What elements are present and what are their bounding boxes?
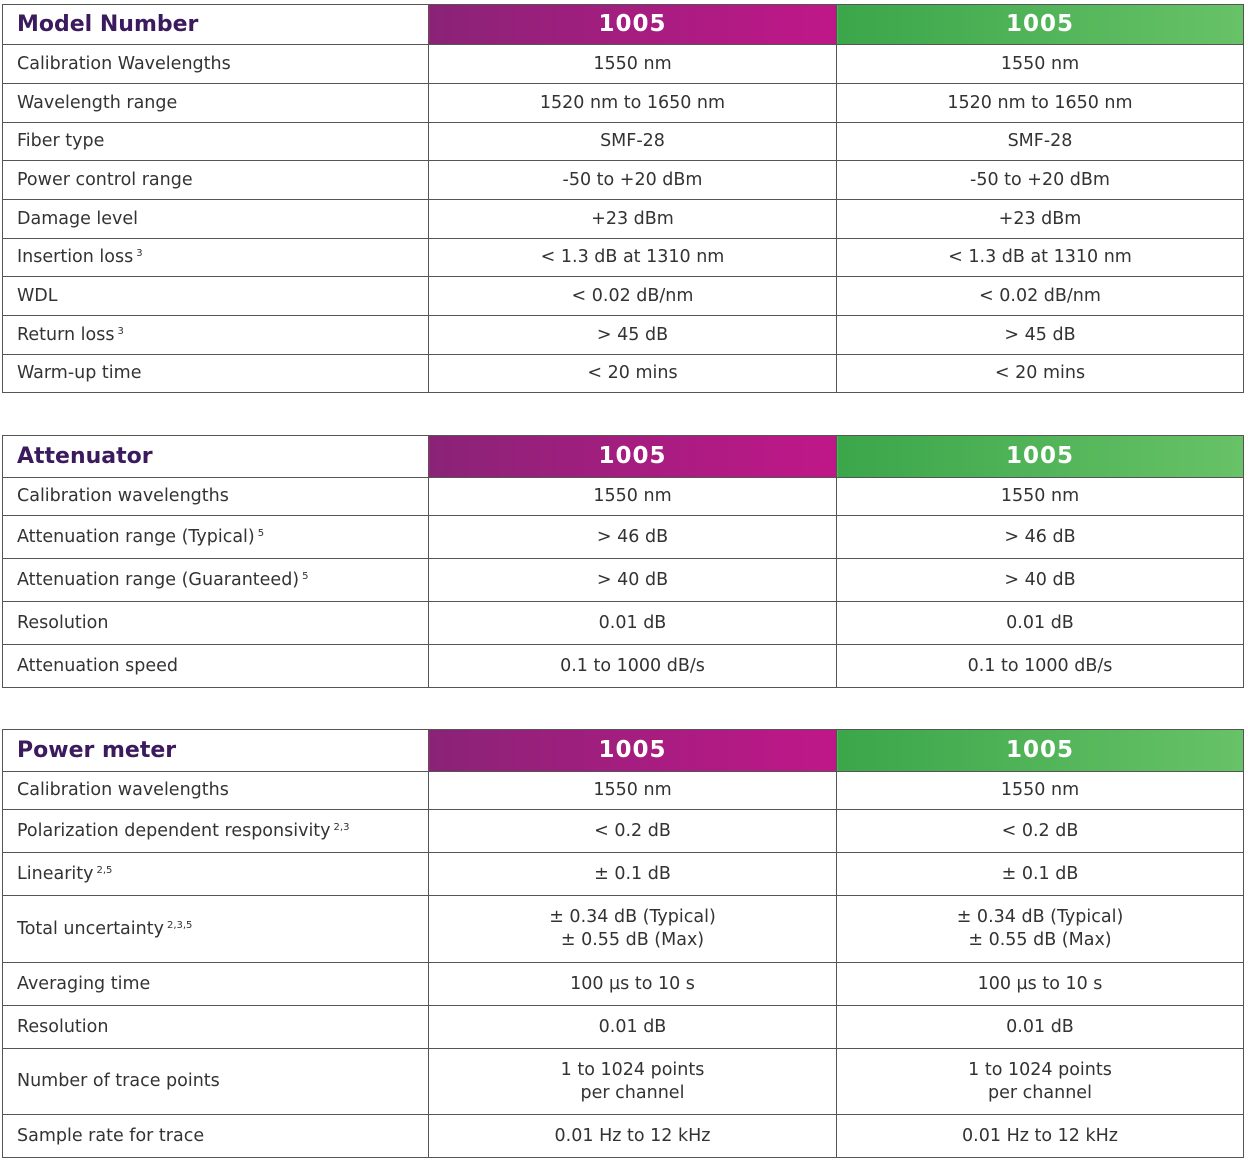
spec-value-cell — [429, 963, 837, 1006]
spec-value: < 0.02 dB/nm — [571, 285, 694, 306]
spec-value-cell — [837, 478, 1244, 516]
spec-label: Calibration Wavelengths — [17, 53, 231, 74]
table-row — [3, 277, 1244, 316]
spec-value: per channel — [580, 1082, 685, 1103]
spec-label: Resolution — [17, 612, 109, 633]
spec-value: > 45 dB — [596, 324, 669, 345]
table-header-row — [3, 5, 1244, 45]
spec-value: < 20 mins — [994, 363, 1086, 383]
spec-value: < 0.02 dB/nm — [979, 285, 1101, 306]
spec-value-cell — [837, 602, 1244, 645]
model-header-green: 1005 — [837, 5, 1244, 45]
spec-value: +23 dBm — [998, 208, 1082, 229]
spec-label-cell — [3, 478, 429, 516]
spec-label-cell — [3, 316, 429, 355]
table-header-row — [3, 436, 1244, 478]
spec-value-cell — [429, 896, 837, 963]
spec-label-cell — [3, 516, 429, 559]
spec-value: < 0.2 dB — [594, 820, 671, 841]
spec-value-cell — [837, 316, 1244, 355]
spec-label-cell — [3, 772, 429, 810]
spec-value-cell — [837, 123, 1244, 161]
model-header-purple: 1005 — [429, 730, 837, 772]
spec-value-cell — [837, 853, 1244, 896]
spec-value: < 1.3 dB at 1310 nm — [948, 247, 1132, 267]
spec-label-cell — [3, 277, 429, 316]
spec-value: 1550 nm — [1000, 780, 1080, 800]
table-row — [3, 161, 1244, 200]
spec-label: Damage level — [17, 208, 139, 229]
spec-value: 1520 nm to 1650 nm — [947, 92, 1133, 113]
spec-value: < 0.2 dB — [1001, 820, 1079, 841]
table-row — [3, 963, 1244, 1006]
spec-label-cell — [3, 355, 429, 393]
spec-value: -50 to +20 dBm — [562, 169, 703, 190]
model-header-green: 1005 — [837, 730, 1244, 772]
spec-label-cell — [3, 963, 429, 1006]
footnote-ref: 5 — [302, 570, 309, 582]
spec-value-cell — [837, 200, 1244, 239]
spec-label-cell — [3, 1049, 429, 1115]
spec-value-cell — [837, 516, 1244, 559]
spec-value: 1 to 1024 points — [560, 1059, 705, 1080]
table-row — [3, 1006, 1244, 1049]
spec-label: Total uncertainty — [17, 918, 164, 939]
spec-value-cell — [837, 45, 1244, 84]
spec-value: 1550 nm — [593, 486, 672, 506]
spec-value: 0.01 Hz to 12 kHz — [554, 1125, 711, 1146]
table-row — [3, 316, 1244, 355]
spec-label: Resolution — [17, 1016, 109, 1037]
table-row — [3, 853, 1244, 896]
spec-value-cell — [837, 277, 1244, 316]
spec-label: Wavelength range — [17, 92, 178, 113]
spec-label-cell — [3, 45, 429, 84]
spec-label-cell — [3, 161, 429, 200]
table-row — [3, 1115, 1244, 1158]
table-row — [3, 478, 1244, 516]
spec-value-cell — [429, 200, 837, 239]
spec-label-cell — [3, 239, 429, 277]
spec-value-cell — [429, 478, 837, 516]
spec-label: Polarization dependent responsivity — [17, 820, 331, 841]
spec-label: Calibration wavelengths — [17, 486, 229, 506]
spec-value-cell — [429, 316, 837, 355]
spec-value-cell — [429, 277, 837, 316]
spec-value-cell — [429, 559, 837, 602]
spec-label-cell — [3, 123, 429, 161]
spec-value-cell — [429, 84, 837, 123]
spec-label: Attenuation range (Typical) — [17, 526, 255, 547]
spec-value: < 1.3 dB at 1310 nm — [540, 247, 725, 267]
spec-value-cell — [837, 239, 1244, 277]
attenuator-table — [2, 435, 1244, 688]
spec-label: Linearity — [17, 863, 94, 884]
spec-value-cell — [837, 963, 1244, 1006]
spec-label-cell — [3, 645, 429, 688]
table-row — [3, 45, 1244, 84]
spec-value: > 45 dB — [1004, 324, 1076, 345]
table-row — [3, 355, 1244, 393]
spec-value: > 40 dB — [596, 569, 669, 590]
table-row — [3, 200, 1244, 239]
spec-value: 0.01 dB — [1006, 612, 1074, 633]
table-row — [3, 559, 1244, 602]
spec-label: WDL — [17, 285, 58, 306]
spec-value: ± 0.1 dB — [594, 863, 671, 884]
spec-value: 0.01 dB — [598, 612, 667, 633]
spec-value: 0.01 dB — [1006, 1016, 1074, 1037]
spec-label: Number of trace points — [17, 1071, 220, 1091]
spec-label-cell — [3, 559, 429, 602]
model-header-purple: 1005 — [429, 5, 837, 45]
spec-label: Attenuation speed — [17, 655, 179, 676]
spec-value: +23 dBm — [591, 208, 674, 229]
footnote-ref: 2,5 — [96, 864, 113, 876]
spec-value-cell — [837, 1006, 1244, 1049]
spec-value-cell — [429, 772, 837, 810]
spec-value-cell — [429, 123, 837, 161]
spec-label: Return loss — [17, 324, 115, 345]
spec-value-cell — [837, 896, 1244, 963]
footnote-ref: 3 — [136, 248, 143, 259]
spec-value: SMF-28 — [1007, 131, 1073, 151]
spec-value: ± 0.34 dB (Typical) — [956, 907, 1124, 927]
table-row — [3, 123, 1244, 161]
spec-label-cell — [3, 896, 429, 963]
spec-value-cell — [837, 161, 1244, 200]
spec-value: -50 to +20 dBm — [970, 169, 1110, 190]
footnote-ref: 2,3 — [333, 821, 350, 833]
spec-value: 1 to 1024 points — [968, 1059, 1112, 1080]
spec-value-cell — [429, 810, 837, 853]
spec-label-cell — [3, 810, 429, 853]
section-title: Model Number — [3, 5, 429, 45]
spec-value: 1520 nm to 1650 nm — [539, 92, 726, 113]
table-row — [3, 645, 1244, 688]
spec-label-cell — [3, 1006, 429, 1049]
footnote-ref: 5 — [257, 527, 265, 539]
spec-value: ± 0.55 dB (Max) — [560, 930, 705, 950]
spec-label-cell — [3, 853, 429, 896]
spec-value: 0.1 to 1000 dB/s — [967, 655, 1113, 676]
spec-value: > 46 dB — [1004, 526, 1076, 547]
spec-value-cell — [429, 645, 837, 688]
spec-value-cell — [429, 516, 837, 559]
spec-value-cell — [837, 1049, 1244, 1115]
table-header-row — [3, 730, 1244, 772]
spec-label: Sample rate for trace — [17, 1125, 205, 1146]
table-row — [3, 239, 1244, 277]
spec-value-cell — [429, 161, 837, 200]
spec-value: 1550 nm — [593, 53, 672, 74]
table-row — [3, 602, 1244, 645]
spec-label: Power control range — [17, 169, 193, 190]
spec-value-cell — [429, 1115, 837, 1158]
spec-label: Averaging time — [17, 973, 151, 994]
footnote-ref: 3 — [117, 325, 124, 337]
table-row — [3, 84, 1244, 123]
spec-label-cell — [3, 84, 429, 123]
model-header-green: 1005 — [837, 436, 1244, 478]
spec-value-cell — [429, 853, 837, 896]
spec-value-cell — [429, 355, 837, 393]
spec-value: < 20 mins — [587, 363, 678, 383]
spec-value: > 40 dB — [1004, 569, 1076, 590]
spec-value: ± 0.1 dB — [1001, 863, 1079, 884]
spec-value-cell — [429, 1006, 837, 1049]
spec-value-cell — [837, 772, 1244, 810]
model-header-purple: 1005 — [429, 436, 837, 478]
spec-value-cell — [429, 239, 837, 277]
footnote-ref: 2,3,5 — [166, 919, 193, 931]
section-title: Power meter — [3, 730, 429, 772]
spec-label-cell — [3, 1115, 429, 1158]
table-row — [3, 772, 1244, 810]
spec-value: 1550 nm — [1000, 486, 1080, 506]
spec-label: Warm-up time — [17, 363, 142, 383]
spec-value-cell — [837, 645, 1244, 688]
spec-label-cell — [3, 602, 429, 645]
spec-value: 0.01 dB — [598, 1016, 667, 1037]
spec-value: 1550 nm — [593, 780, 672, 800]
spec-value: per channel — [988, 1082, 1092, 1103]
power-meter-table — [2, 729, 1244, 1158]
spec-label: Insertion loss — [17, 247, 134, 267]
spec-value: 100 µs to 10 s — [977, 973, 1103, 994]
section-title: Attenuator — [3, 436, 429, 478]
spec-value: ± 0.34 dB (Typical) — [549, 907, 716, 927]
spec-value: SMF-28 — [600, 131, 665, 151]
spec-value: 0.1 to 1000 dB/s — [560, 655, 705, 676]
spec-value-cell — [429, 45, 837, 84]
spec-label-cell — [3, 200, 429, 239]
model-number-table — [2, 4, 1244, 393]
table-row — [3, 1049, 1244, 1115]
spec-value: 0.01 Hz to 12 kHz — [962, 1125, 1118, 1146]
spec-value-cell — [429, 602, 837, 645]
spec-value: ± 0.55 dB (Max) — [968, 930, 1112, 950]
table-row — [3, 896, 1244, 963]
table-row — [3, 810, 1244, 853]
spec-value: 1550 nm — [1000, 53, 1080, 74]
spec-value-cell — [837, 1115, 1244, 1158]
spec-value-cell — [429, 1049, 837, 1115]
spec-value-cell — [837, 84, 1244, 123]
spec-label: Fiber type — [17, 131, 105, 151]
spec-label: Calibration wavelengths — [17, 780, 229, 800]
spec-value-cell — [837, 810, 1244, 853]
spec-value: > 46 dB — [596, 526, 669, 547]
table-row — [3, 516, 1244, 559]
spec-value-cell — [837, 559, 1244, 602]
spec-label: Attenuation range (Guaranteed) — [17, 569, 300, 590]
spec-value-cell — [837, 355, 1244, 393]
spec-value: 100 µs to 10 s — [570, 973, 695, 994]
